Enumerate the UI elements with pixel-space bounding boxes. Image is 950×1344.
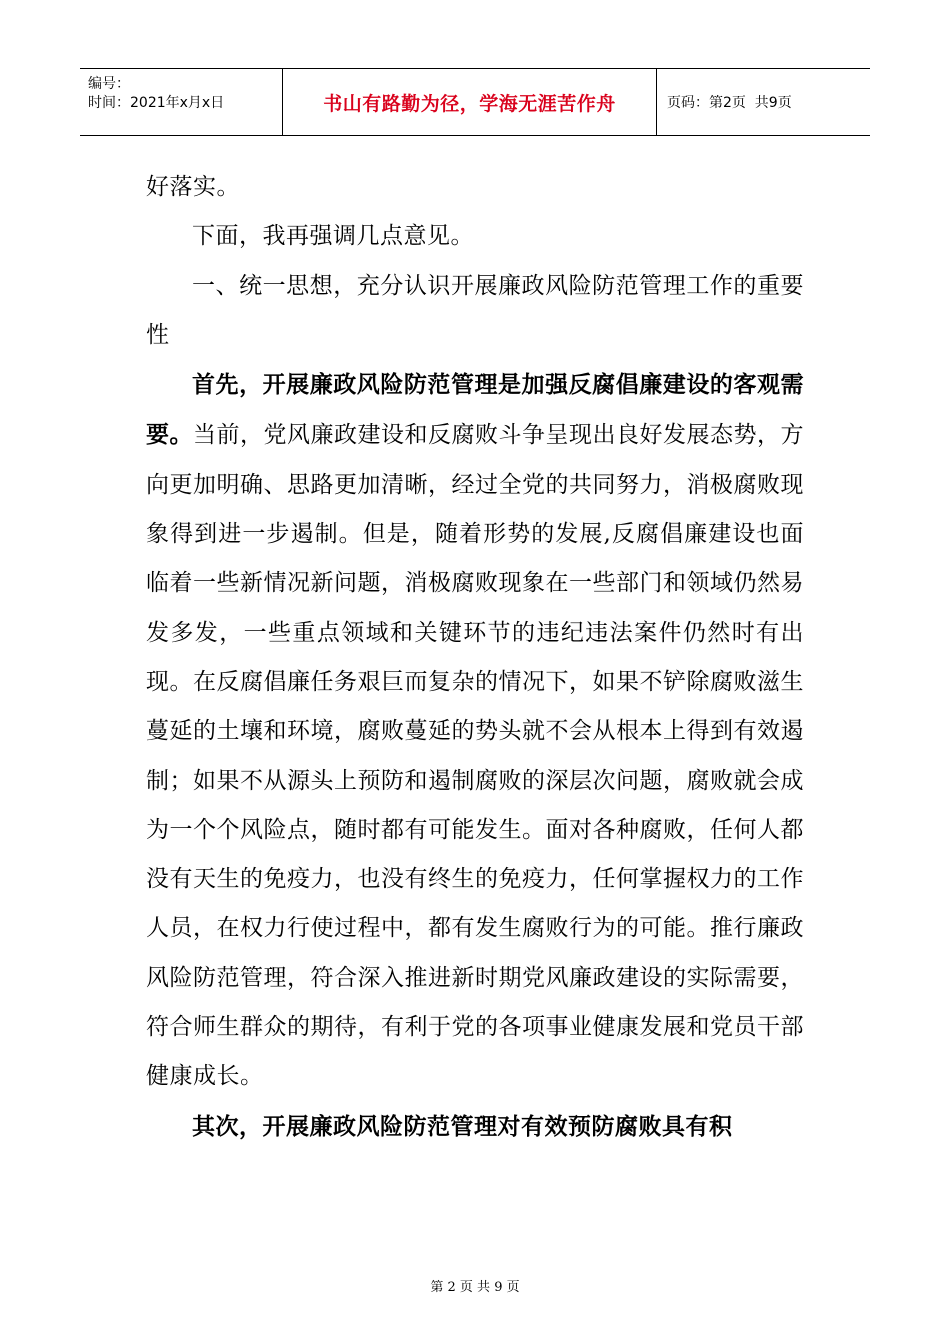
page-header — [80, 68, 870, 136]
paragraph-2: 下面，我再强调几点意见。 — [192, 223, 474, 250]
document-body — [146, 163, 804, 1151]
document-number-label: 编号： — [88, 76, 130, 92]
paragraph-5-lead: 其次，开展廉政风险防范管理对有效预防腐败具有积 — [192, 1112, 733, 1140]
header-page-label: 页码：第2页 共9页 — [667, 95, 792, 111]
section-heading-1: 一、统一思想，充分认识开展廉政风险防范管理工作的重要性 — [146, 272, 804, 348]
header-motto: 书山有路勤为径，学海无涯苦作舟 — [323, 92, 616, 115]
header-motto-cell — [283, 69, 657, 135]
header-meta — [80, 69, 283, 135]
paragraph-1: 好落实。 — [146, 174, 240, 200]
paragraph-4-text: 当前，党风廉政建设和反腐败斗争呈现出良好发展态势，方向更加明确、思路更加清晰，经过全党的共同努力，消极腐败现象得到进一步遏制。但是，随着形势的发展,反腐倡廉建设也面临着一些新情况新问题，消极腐败现象在一些部门和领域仍然易发多发，一些重点领域和关键环节的违纪违法案件仍然时有出现。在反腐倡廉任务艰巨而复杂的情况下，如果不铲除腐败滋生蔓延的土壤和环境，腐败蔓延的势头就不会从根本上得到有效遏制；如果不从源头上预防和遏制腐败的深层次问题，腐败就会成为一个个风险点，随时都有可能发生。面对各种腐败，任何人都没有天生的免疫力，也没有终生的免疫力，任何掌握权力的工作人员，在权力行使过程中，都有发生腐败行为的可能。推行廉政风险防范管理，符合深入推进新时期党风廉政建设的实际需要，符合师生群众的期待，有利于党的各项事业健康发展和党员干部健康成长。 — [146, 422, 804, 1090]
page-footer: 第 2 页 共 9 页 — [430, 1280, 520, 1295]
header-page-cell — [657, 69, 870, 135]
paragraph-4 — [146, 360, 804, 1101]
document-time-label: 时间：2021年x月x日 — [88, 95, 225, 111]
paragraph-4-lead: 首先，开展廉政风险防范管理是加强反腐倡廉建设的客观需要。 — [146, 371, 804, 449]
